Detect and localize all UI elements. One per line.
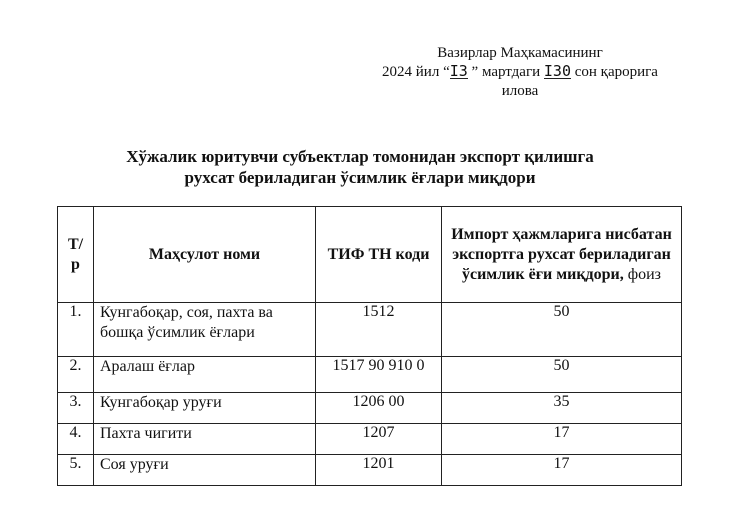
row-share: 35 <box>442 393 682 424</box>
row-share: 17 <box>442 455 682 486</box>
appendix-header <box>340 44 700 101</box>
row-product-name: Соя уруғи <box>94 455 316 486</box>
header-line-3: илова <box>501 83 539 99</box>
header-num: Т/р <box>58 207 94 303</box>
header-line-1: Вазирлар Маҳкамасининг <box>437 45 603 61</box>
row-num: 3. <box>58 393 94 424</box>
table-header-row <box>58 207 682 303</box>
row-code: 1512 <box>316 303 442 357</box>
handwritten-decree-number: I30 <box>543 62 571 80</box>
row-share: 17 <box>442 424 682 455</box>
handwritten-day: I3 <box>449 62 468 80</box>
row-share: 50 <box>442 303 682 357</box>
header-code: ТИФ ТН коди <box>316 207 442 303</box>
table-row <box>58 393 682 424</box>
header-product-name: Маҳсулот номи <box>94 207 316 303</box>
row-product-name: Кунгабоқар уруғи <box>94 393 316 424</box>
row-code: 1517 90 910 0 <box>316 357 442 393</box>
document-title <box>60 146 660 188</box>
year-prefix: 2024 йил “ <box>382 64 450 80</box>
row-num: 1. <box>58 303 94 357</box>
row-code: 1206 00 <box>316 393 442 424</box>
row-product-name: Кунгабоқар, соя, пахта ва бошқа ўсимлик ёғлари <box>94 303 316 357</box>
header-share-unit: фоиз <box>623 265 661 283</box>
row-product-name: Пахта чигити <box>94 424 316 455</box>
row-num: 2. <box>58 357 94 393</box>
header-line-2 <box>340 63 700 82</box>
row-code: 1207 <box>316 424 442 455</box>
table-row <box>58 455 682 486</box>
table-row <box>58 357 682 393</box>
export-quota-table <box>57 206 682 486</box>
header-share <box>442 207 682 303</box>
header-share-label: Импорт ҳажмларига нисбатан экспортга рухсат бериладиган ўсимлик ёғи миқдори, <box>451 225 672 283</box>
row-product-name: Аралаш ёғлар <box>94 357 316 393</box>
title-line-2: рухсат бериладиган ўсимлик ёғлари миқдори <box>184 168 536 187</box>
row-share: 50 <box>442 357 682 393</box>
header-suffix: сон қарорига <box>570 64 658 80</box>
row-code: 1201 <box>316 455 442 486</box>
row-num: 4. <box>58 424 94 455</box>
row-num: 5. <box>58 455 94 486</box>
table-row <box>58 303 682 357</box>
table-row <box>58 424 682 455</box>
month-text: ” мартдаги <box>467 64 544 80</box>
title-line-1: Хўжалик юритувчи субъектлар томонидан экспорт қилишга <box>126 147 594 166</box>
